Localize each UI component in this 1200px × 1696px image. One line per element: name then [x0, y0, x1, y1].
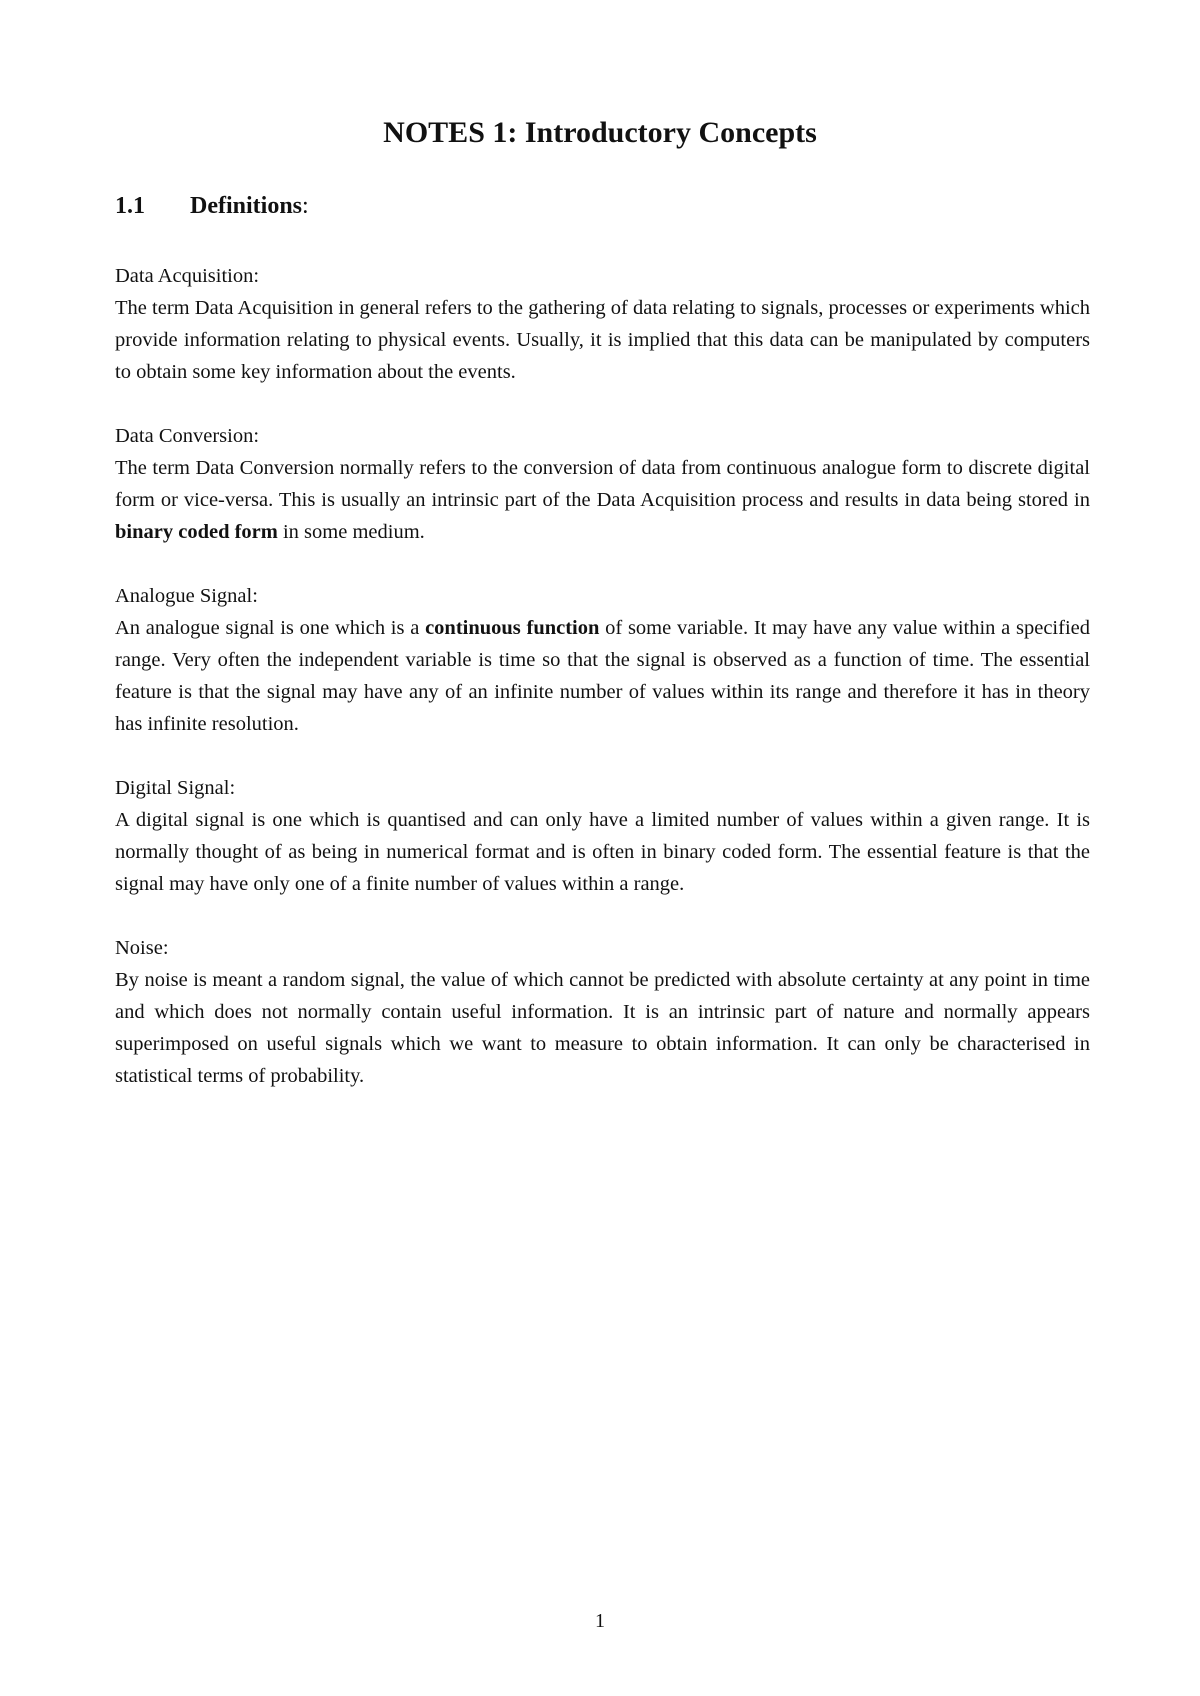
definition-data-acquisition	[115, 260, 1090, 388]
definition-bold-phrase: binary coded form	[115, 521, 278, 543]
definition-data-conversion	[115, 420, 1090, 548]
document-title: NOTES 1: Introductory Concepts	[383, 116, 817, 149]
definition-term: Data Conversion:	[115, 425, 260, 447]
definition-text: The term Data Acquisition in general refers to the gathering of data relating to signals, processes or experiments which provide information relating to physical events. Usually, it is implied that this data can be manipulated by computers to obtain some key information about the events.	[115, 297, 1090, 383]
section-heading	[115, 190, 309, 222]
definition-term: Data Acquisition:	[115, 265, 260, 287]
definition-text-start: The term Data Conversion normally refers to the conversion of data from continuous analogue form to discrete digital form or vice-versa. This is usually an intrinsic part of the Data Acquisition process and results in data being stored in	[115, 457, 1090, 511]
definition-text-end: in some medium.	[277, 521, 425, 543]
definition-term: Analogue Signal:	[115, 585, 258, 607]
page-number: 1	[595, 1610, 605, 1632]
definition-term: Digital Signal:	[115, 777, 236, 799]
section-number: 1.1	[115, 193, 145, 219]
section-title: Definitions	[190, 193, 303, 219]
definition-text	[115, 452, 1090, 548]
definition-term: Noise:	[115, 937, 169, 959]
definition-noise	[115, 932, 1090, 1092]
definition-text: By noise is meant a random signal, the value of which cannot be predicted with absolute certainty at any point in time and which does not normally contain useful information. It is an intrinsic part of nature and normally appears superimposed on useful signals which we want to measure to obtain information. It can only be characterised in statistical terms of probability.	[115, 969, 1090, 1087]
section-colon: :	[302, 193, 309, 219]
definition-digital-signal	[115, 772, 1090, 900]
definition-bold-phrase: continuous function	[425, 617, 600, 639]
definition-text: A digital signal is one which is quantised and can only have a limited number of values within a given range. It is normally thought of as being in numerical format and is often in binary coded form. The essential feature is that the signal may have only one of a finite number of values within a range.	[115, 809, 1090, 895]
definition-text-end: of some variable. It may have any value within a specified range. Very often the independent variable is time so that the signal is observed as a function of time. The essential feature is that the signal may have any of an infinite number of values within its range and therefore it has in theory has infinite resolution.	[115, 617, 1090, 735]
definition-text	[115, 612, 1090, 740]
definitions-list	[115, 260, 1090, 1124]
definition-text-start: An analogue signal is one which is a	[115, 617, 426, 639]
definition-analogue-signal	[115, 580, 1090, 740]
